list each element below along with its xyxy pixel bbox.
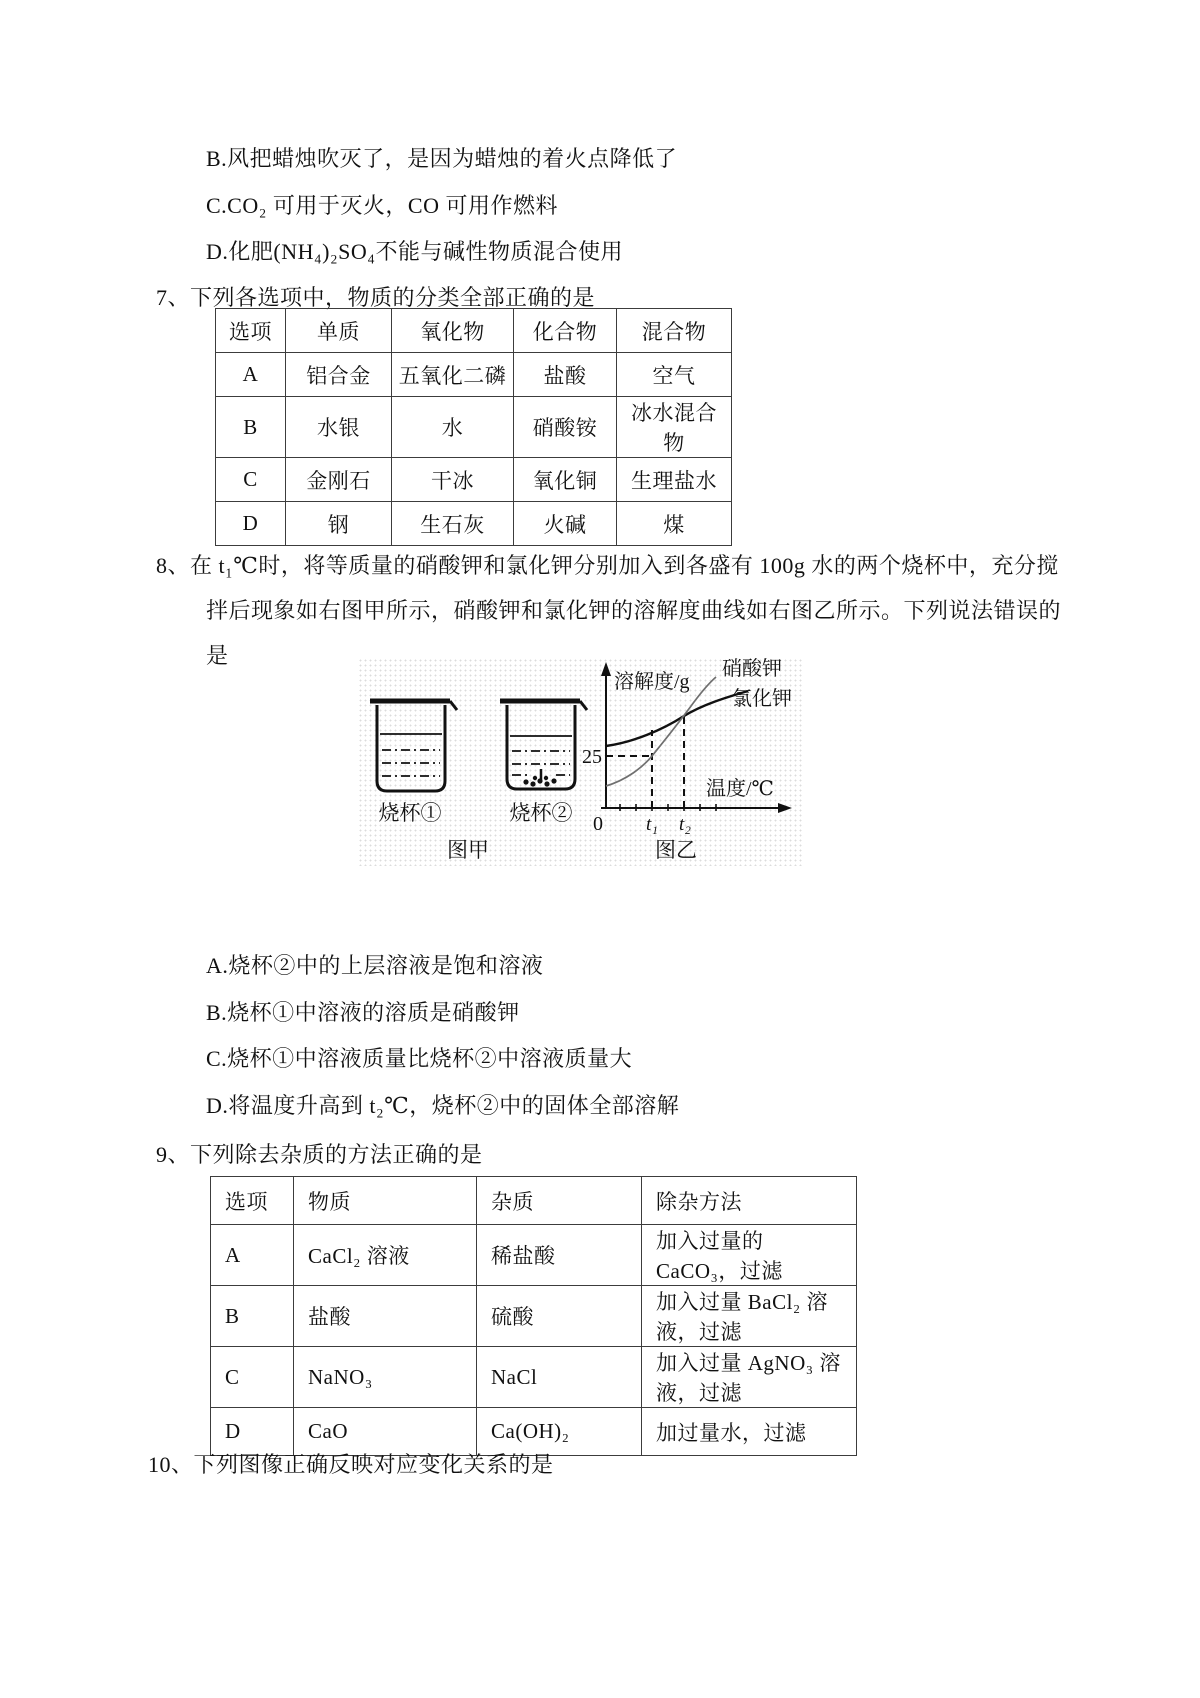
q8-text-line3: 是	[206, 643, 229, 668]
t1-tick-label: t₁	[646, 814, 658, 835]
q8-text-line1: 8、在 t₁℃时，将等质量的硝酸钾和氯化钾分别加入到各盛有 100g 水的两个烧杯中，充分搅	[156, 553, 1059, 578]
q9-col-substance: 物质	[294, 1177, 477, 1225]
y-axis-label: 溶解度/g	[614, 671, 690, 693]
q7-col-oxide: 氧化物	[392, 309, 514, 353]
q8-option-b: B.烧杯①中溶液的溶质是硝酸钾	[206, 1000, 520, 1025]
kcl-curve-label: 氯化钾	[732, 688, 792, 710]
beaker-1-label: 烧杯①	[378, 801, 442, 825]
q6-option-c: C.CO₂ 可用于灭火，CO 可用作燃料	[206, 193, 558, 218]
q9-col-option: 选项	[211, 1177, 294, 1225]
kcl-curve	[606, 691, 748, 746]
q7-col-option: 选项	[216, 309, 286, 353]
q7-col-compound: 化合物	[514, 309, 617, 353]
q7-col-mixture: 混合物	[617, 309, 732, 353]
q8-option-a: A.烧杯②中的上层溶液是饱和溶液	[206, 953, 544, 978]
kno3-curve	[606, 677, 716, 786]
beaker-1-drawing	[370, 701, 457, 791]
q8-figure	[358, 658, 802, 866]
q6-option-d: D.化肥(NH₄)₂SO₄不能与碱性物质混合使用	[206, 239, 623, 264]
q8-option-c: C.烧杯①中溶液质量比烧杯②中溶液质量大	[206, 1046, 633, 1071]
q6-option-b: B.风把蜡烛吹灭了，是因为蜡烛的着火点降低了	[206, 146, 678, 171]
q8-text-line2: 拌后现象如右图甲所示，硝酸钾和氯化钾的溶解度曲线如右图乙所示。下列说法错误的	[206, 598, 1062, 623]
table-row: A 铝合金 五氧化二磷 盐酸 空气	[216, 353, 732, 397]
q9-col-method: 除杂方法	[642, 1177, 857, 1225]
q9-title: 9、下列除去杂质的方法正确的是	[156, 1142, 483, 1167]
beaker-2-label: 烧杯②	[509, 801, 573, 825]
q7-title: 7、下列各选项中，物质的分类全部正确的是	[156, 285, 596, 310]
q8-figure-svg	[358, 658, 802, 866]
solubility-graph	[582, 658, 792, 835]
kno3-curve-label: 硝酸钾	[722, 658, 782, 680]
origin-label: 0	[593, 813, 603, 835]
q9-purification-table	[210, 1176, 857, 1456]
y-axis-arrow	[601, 662, 611, 676]
q7-table-header-row	[216, 309, 732, 353]
x-axis-label: 温度/℃	[706, 778, 774, 800]
table-row: B 水银 水 硝酸铵 冰水混合物	[216, 397, 732, 458]
table-row: B 盐酸 硫酸 加入过量 BaCl₂ 溶液，过滤	[211, 1286, 857, 1347]
table-row: D 钢 生石灰 火碱 煤	[216, 502, 732, 546]
x-axis-arrow	[778, 803, 792, 813]
q9-col-impurity: 杂质	[477, 1177, 642, 1225]
q8-option-d: D.将温度升高到 t₂℃，烧杯②中的固体全部溶解	[206, 1093, 680, 1118]
t2-tick-label: t₂	[679, 814, 691, 835]
q10-title: 10、下列图像正确反映对应变化关系的是	[148, 1452, 554, 1477]
beaker-2-drawing	[500, 701, 587, 789]
y-tick-25: 25	[582, 746, 602, 768]
q7-classification-table	[215, 308, 732, 546]
q7-col-element: 单质	[286, 309, 392, 353]
fig-yi-caption: 图乙	[655, 838, 697, 862]
q9-table-header-row	[211, 1177, 857, 1225]
table-row: C 金刚石 干冰 氧化铜 生理盐水	[216, 458, 732, 502]
table-row: A CaCl₂ 溶液 稀盐酸 加入过量的 CaCO₃，过滤	[211, 1225, 857, 1286]
table-row: C NaNO₃ NaCl 加入过量 AgNO₃ 溶液，过滤	[211, 1347, 857, 1408]
fig-jia-caption: 图甲	[447, 838, 489, 862]
table-row: D CaO Ca(OH)₂ 加过量水，过滤	[211, 1408, 857, 1456]
